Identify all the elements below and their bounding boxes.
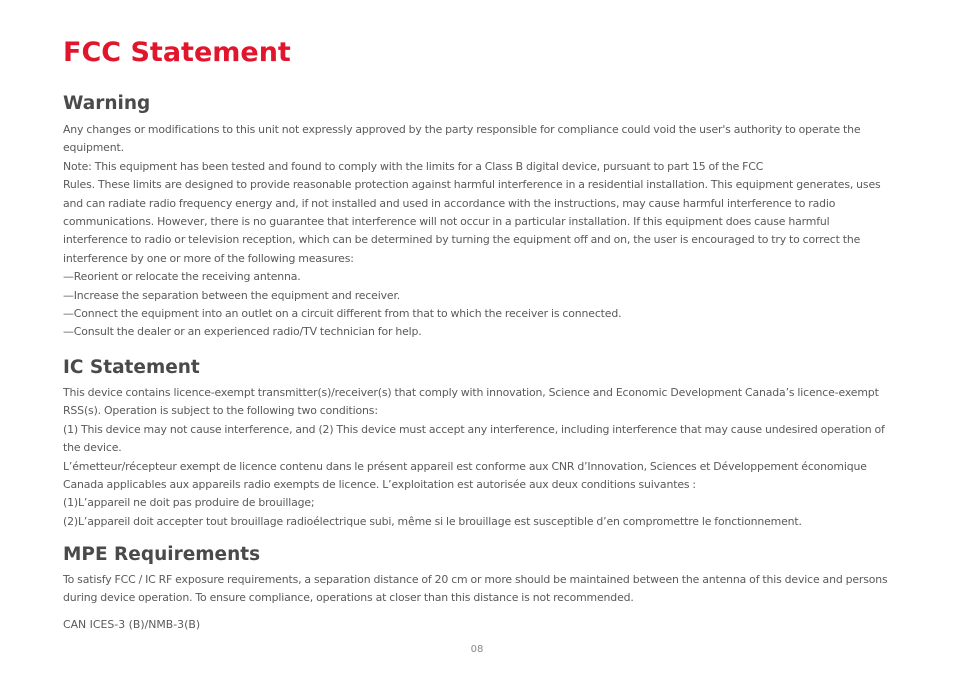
warning-paragraph: Any changes or modifications to this unit not expressly approved by the party responsible for compliance could void the user's authority to operate the equipment.: [63, 123, 861, 155]
ic-paragraph: This device contains licence-exempt transmitter(s)/receiver(s) that comply with innovation, Science and Economic Development Canada’s licence-exempt RSS(s). Operation is subject to the following two conditions:: [63, 386, 879, 418]
ic-statement-heading: IC Statement: [63, 357, 200, 378]
warning-measure-item: —Increase the separation between the equipment and receiver.: [63, 288, 401, 302]
warning-heading: Warning: [63, 93, 151, 114]
ic-condition-french: (2)L’appareil doit accepter tout brouillage radioélectrique subi, même si le brouillage est susceptible d’en compromettre le fonctionnement.: [63, 514, 802, 528]
ic-condition-french: (1)L’appareil ne doit pas produire de brouillage;: [63, 496, 315, 510]
warning-section: [63, 91, 893, 342]
ic-paragraph: (1) This device may not cause interference, and (2) This device must accept any interference, including interference that may cause undesired operation of the device.: [63, 422, 885, 455]
ic-statement-body: [63, 384, 893, 531]
page-number: 08: [470, 644, 484, 655]
mpe-requirements-section: [63, 542, 893, 608]
ic-paragraph-french: L’émetteur/récepteur exempt de licence contenu dans le présent appareil est conforme aux CNR d’Innovation, Sciences et Développement économique Canada applicables aux appareils radio exempts de licence. L’exploitation est autorisée aux deux conditions suivantes :: [63, 459, 867, 492]
ic-statement-section: [63, 355, 893, 531]
page-title: FCC Statement: [63, 37, 291, 68]
warning-measure-item: —Consult the dealer or an experienced radio/TV technician for help.: [63, 325, 422, 339]
mpe-requirements-heading: MPE Requirements: [63, 544, 261, 565]
mpe-requirements-body: [63, 571, 893, 608]
mpe-paragraph: To satisfy FCC / IC RF exposure requirements, a separation distance of 20 cm or more should be maintained between the antenna of this device and persons during device operation. To ensure compliance, operations at closer than this distance is not recommended.: [63, 573, 888, 605]
warning-paragraph: Rules. These limits are designed to provide reasonable protection against harmful interference in a residential installation. This equipment generates, uses and can radiate radio frequency energy and, if not installed and used in accordance with the instructions, may cause harmful interference to radio communications. However, there is no guarantee that interference will not occur in a particular installation. If this equipment does cause harmful interference to radio or television reception, which can be determined by turning the equipment off and on, the user is encouraged to try to correct the interference by one or more of the following measures:: [63, 178, 881, 265]
warning-paragraph: Note: This equipment has been tested and found to comply with the limits for a Class B digital device, pursuant to part 15 of the FCC: [63, 159, 764, 173]
warning-measure-item: —Connect the equipment into an outlet on a circuit different from that to which the receiver is connected.: [63, 307, 622, 321]
ices-compliance-label: CAN ICES-3 (B)/NMB-3(B): [63, 618, 201, 631]
warning-measure-item: —Reorient or relocate the receiving antenna.: [63, 270, 301, 284]
warning-body: [63, 121, 893, 342]
